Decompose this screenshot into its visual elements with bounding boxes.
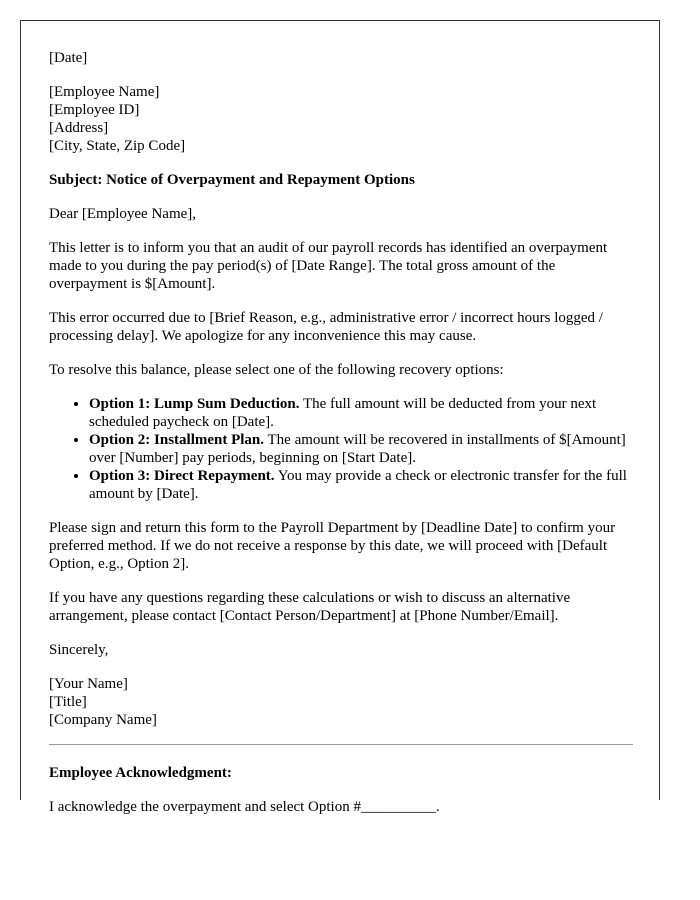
overpayment-paragraph: This letter is to inform you that an audit of our payroll records has identified an overpayment made to you during the pay period(s) of [Date Range]. The total gross amount of the overpayment is $[Amount]. bbox=[49, 240, 608, 292]
options-intro-paragraph: To resolve this balance, please select one of the following recovery options: bbox=[49, 362, 504, 378]
letter-page bbox=[20, 20, 660, 815]
recovery-options-list bbox=[49, 395, 633, 503]
section-divider bbox=[49, 744, 633, 745]
letter-content bbox=[49, 49, 633, 816]
recipient-address: [Address] bbox=[49, 120, 109, 136]
recipient-address-block bbox=[49, 83, 633, 155]
signature-block bbox=[49, 675, 633, 729]
signature-company: [Company Name] bbox=[49, 712, 157, 728]
list-item bbox=[89, 467, 633, 503]
recipient-id: [Employee ID] bbox=[49, 102, 140, 118]
letter-salutation: Dear [Employee Name], bbox=[49, 206, 197, 222]
signature-name: [Your Name] bbox=[49, 676, 128, 692]
list-item bbox=[89, 431, 633, 467]
option-title: Option 1: Lump Sum Deduction. bbox=[89, 396, 300, 412]
letter-signoff: Sincerely, bbox=[49, 642, 109, 658]
recipient-name: [Employee Name] bbox=[49, 84, 160, 100]
option-text: The amount will be recovered in installments of $[Amount] over [Number] pay periods, beginning on [Start Date]. bbox=[89, 432, 626, 466]
reason-paragraph: This error occurred due to [Brief Reason, e.g., administrative error / incorrect hours logged / processing delay]. We apologize for any inconvenience this may cause. bbox=[49, 310, 603, 344]
signature-title: [Title] bbox=[49, 694, 87, 710]
list-item bbox=[89, 395, 633, 431]
acknowledgment-heading: Employee Acknowledgment: bbox=[49, 765, 232, 781]
letter-subject: Subject: Notice of Overpayment and Repayment Options bbox=[49, 172, 415, 188]
option-text: The full amount will be deducted from your next scheduled paycheck on [Date]. bbox=[89, 396, 597, 430]
option-title: Option 3: Direct Repayment. bbox=[89, 468, 275, 484]
recipient-city-state-zip: [City, State, Zip Code] bbox=[49, 138, 186, 154]
option-text: You may provide a check or electronic transfer for the full amount by [Date]. bbox=[89, 468, 627, 502]
questions-paragraph: If you have any questions regarding these calculations or wish to discuss an alternative arrangement, please contact [Contact Person/Department] at [Phone Number/Email]. bbox=[49, 590, 571, 624]
letter-date: [Date] bbox=[49, 50, 88, 66]
option-title: Option 2: Installment Plan. bbox=[89, 432, 265, 448]
return-form-paragraph: Please sign and return this form to the Payroll Department by [Deadline Date] to confirm your preferred method. If we do not receive a response by this date, we will proceed with [Default Option, e.g., Option 2]. bbox=[49, 520, 616, 572]
acknowledgment-line: I acknowledge the overpayment and select Option #__________. bbox=[49, 799, 440, 815]
